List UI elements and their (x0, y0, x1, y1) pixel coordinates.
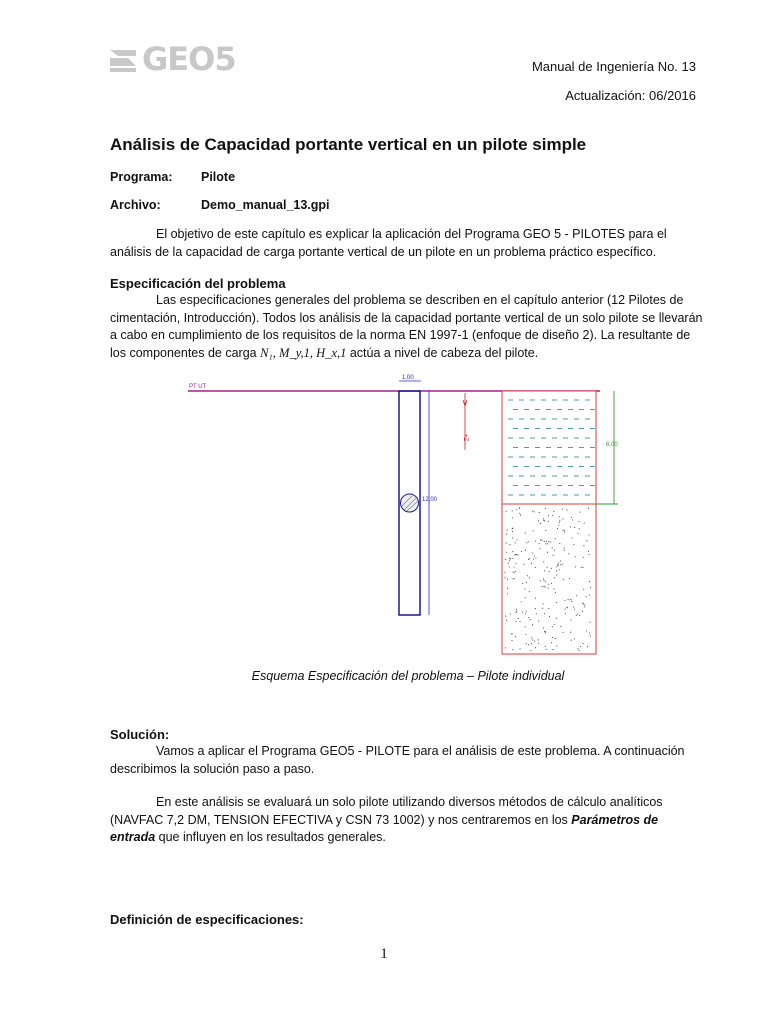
sand-dot (544, 541, 545, 542)
pile-length-dim: 12,00 (422, 497, 438, 503)
sand-dot (587, 646, 588, 647)
sand-dot (509, 560, 510, 561)
sand-dot (517, 555, 518, 556)
sand-dot (579, 615, 580, 616)
sand-dot (538, 520, 539, 521)
sand-dot (570, 599, 571, 600)
sand-dot (548, 521, 549, 522)
sand-dot (521, 601, 522, 602)
sand-dot (575, 566, 576, 567)
sand-dot (569, 578, 570, 579)
sand-dot (509, 558, 510, 559)
soil-layer-1 (502, 391, 596, 504)
sand-dot (560, 564, 561, 565)
sand-dot (582, 643, 583, 644)
sand-dot (525, 550, 526, 551)
page-number: 1 (380, 946, 388, 962)
sand-dot (512, 649, 513, 650)
sand-dot (545, 543, 546, 544)
sand-dot (504, 572, 505, 573)
sand-dot (556, 575, 557, 576)
sand-dot (540, 580, 541, 581)
sand-dot (564, 609, 565, 610)
sand-dot (564, 600, 565, 601)
sand-dot (516, 539, 517, 540)
sand-dot (515, 621, 516, 622)
sand-dot (548, 588, 549, 589)
file-value: Demo_manual_13.gpi (201, 198, 330, 212)
spec-heading: Especificación del problema (110, 276, 286, 291)
sand-dot (563, 632, 564, 633)
sand-dot (556, 645, 557, 646)
sand-dot (540, 539, 541, 540)
sand-dot (512, 517, 513, 518)
sand-dot (584, 606, 585, 607)
sand-dot (559, 543, 560, 544)
sand-dot (534, 640, 535, 641)
sand-dot (552, 626, 553, 627)
sand-dot (582, 567, 583, 568)
sand-dot (556, 602, 557, 603)
sand-dot (519, 508, 520, 509)
sand-dot (544, 613, 545, 614)
sand-dot (575, 556, 576, 557)
sand-dot (567, 607, 568, 608)
sand-dot (539, 548, 540, 549)
sand-dot (528, 617, 529, 618)
sand-dot (541, 540, 542, 541)
ground-label: PT UT (189, 384, 207, 390)
sand-dot (556, 571, 557, 572)
sand-dot (570, 526, 571, 527)
sand-dot (554, 550, 555, 551)
sand-dot (555, 592, 556, 593)
program-label: Programa: (110, 170, 173, 184)
sand-dot (545, 631, 546, 632)
sand-dot (549, 571, 550, 572)
sand-dot (590, 587, 591, 588)
sand-dot (571, 619, 572, 620)
sand-dot (560, 560, 561, 561)
sand-dot (509, 544, 510, 545)
sand-dot (535, 541, 536, 542)
sand-dot (544, 570, 545, 571)
sand-dot (574, 527, 575, 528)
sand-dot (589, 581, 590, 582)
sand-dot (515, 563, 516, 564)
sand-dot (557, 528, 558, 529)
sand-dot (511, 640, 512, 641)
solution-text-a: En este análisis se evaluará un solo pilote utilizando diversos métodos de cálculo analíticos (NAVFAC 7,2 DM, TENSION EFECTIVA y CSN 73 1002) y nos centraremos en los (110, 795, 663, 827)
sand-dot (578, 521, 579, 522)
solution-text-b: que influyen en los resultados generales. (155, 830, 386, 844)
solution-paragraph-2 (110, 794, 706, 847)
sand-dot (512, 531, 513, 532)
sand-dot (507, 579, 508, 580)
sand-dot (505, 647, 506, 648)
sand-dot (554, 624, 555, 625)
sand-dot (533, 559, 534, 560)
sand-dot (512, 558, 513, 559)
sand-dot (560, 626, 561, 627)
sand-dot (538, 639, 539, 640)
sand-dot (535, 598, 536, 599)
sand-dot (576, 595, 577, 596)
sand-dot (538, 643, 539, 644)
sand-dot (584, 522, 585, 523)
sand-dot (562, 518, 563, 519)
geo5-logo (108, 40, 236, 78)
sand-dot (529, 619, 530, 620)
logo-text: GEO5 (142, 40, 236, 78)
sand-dot (552, 547, 553, 548)
sand-dot (574, 638, 575, 639)
sand-dot (509, 566, 510, 567)
sand-dot (507, 530, 508, 531)
sand-dot (506, 552, 507, 553)
pile-width-dim: 1,00 (402, 375, 414, 381)
sand-dot (545, 646, 546, 647)
sand-dot (555, 638, 556, 639)
sand-dot (524, 588, 525, 589)
sand-dot (579, 528, 580, 529)
sand-dot (515, 636, 516, 637)
sand-dot (559, 516, 560, 517)
sand-dot (514, 572, 515, 573)
sand-dot (529, 591, 530, 592)
update-date: Actualización: 06/2016 (565, 88, 696, 103)
sand-dot (535, 608, 536, 609)
sand-dot (581, 567, 582, 568)
depth-axis-label: +Z (462, 434, 468, 442)
sand-dot (511, 633, 512, 634)
sand-dot (531, 637, 532, 638)
sand-dot (583, 557, 584, 558)
manual-number: Manual de Ingeniería No. 13 (531, 59, 696, 74)
sand-dot (516, 554, 517, 555)
sand-dot (515, 571, 516, 572)
sand-dot (546, 649, 547, 650)
sand-dot (553, 511, 554, 512)
sand-dot (516, 509, 517, 510)
sand-dot (523, 564, 524, 565)
sand-dot (505, 559, 506, 560)
sand-dot (589, 595, 590, 596)
sand-dot (535, 567, 536, 568)
sand-dot (572, 519, 573, 520)
sand-dot (547, 543, 548, 544)
sand-dot (528, 559, 529, 560)
sand-dot (583, 589, 584, 590)
sand-dot (571, 517, 572, 518)
sand-dot (545, 530, 546, 531)
sand-dot (516, 609, 517, 610)
sand-dot (559, 522, 560, 523)
sand-dot (534, 511, 535, 512)
sand-dot (545, 587, 546, 588)
sand-dot (552, 649, 553, 650)
sand-dot (559, 520, 560, 521)
sand-dot (543, 580, 544, 581)
sand-dot (564, 548, 565, 549)
spec-paragraph (110, 292, 706, 362)
sand-dot (532, 552, 533, 553)
sand-dot (571, 601, 572, 602)
sand-dot (525, 597, 526, 598)
sand-dot (549, 616, 550, 617)
sand-dot (545, 508, 546, 509)
definition-heading: Definición de especificaciones: (110, 912, 304, 927)
sand-dot (539, 543, 540, 544)
sand-dot (504, 577, 505, 578)
sand-dot (533, 530, 534, 531)
sand-dot (506, 620, 507, 621)
sand-dot (538, 621, 539, 622)
sand-dot (565, 613, 566, 614)
sand-dot (554, 577, 555, 578)
sand-dot (588, 508, 589, 509)
sand-dot (507, 593, 508, 594)
sand-dot (512, 510, 513, 511)
sand-dot (512, 538, 513, 539)
sand-dot (513, 578, 514, 579)
sand-dot (579, 512, 580, 513)
spec-text-b: actúa a nivel de cabeza del pilote. (346, 345, 539, 360)
sand-dot (520, 515, 521, 516)
input-parameters-emphasis: Parámetros de entrada (110, 812, 659, 844)
sand-dot (521, 551, 522, 552)
sand-dot (556, 566, 557, 567)
sand-dot (583, 545, 584, 546)
sand-dot (506, 543, 507, 544)
sand-dot (570, 632, 571, 633)
sand-dot (513, 571, 514, 572)
sand-dot (510, 558, 511, 559)
sand-dot (535, 558, 536, 559)
sand-dot (526, 582, 527, 583)
sand-dot (543, 586, 544, 587)
sand-dot (510, 613, 511, 614)
load-components-math: N₁, M_y,1, H_x,1 (260, 345, 347, 360)
sand-dot (590, 635, 591, 636)
sand-dot (543, 627, 544, 628)
sand-dot (555, 538, 556, 539)
sand-dot (513, 566, 514, 567)
sand-dot (546, 541, 547, 542)
sand-dot (506, 511, 507, 512)
sand-dot (586, 630, 587, 631)
sand-dot (552, 515, 553, 516)
sand-dot (543, 561, 544, 562)
sand-dot (516, 611, 517, 612)
sand-dot (528, 541, 529, 542)
sand-dot (564, 550, 565, 551)
sand-dot (531, 563, 532, 564)
page-title: Análisis de Capacidad portante vertical en un pilote simple (110, 135, 587, 154)
sand-dot (528, 644, 529, 645)
figure-caption: Esquema Especificación del problema – Pilote individual (251, 669, 565, 683)
sand-dot (506, 534, 507, 535)
sand-dot (545, 581, 546, 582)
sand-dot (529, 558, 530, 559)
sand-dot (512, 528, 513, 529)
sand-dot (571, 640, 572, 641)
sand-dot (543, 520, 544, 521)
sand-dot (566, 510, 567, 511)
sand-dot (582, 603, 583, 604)
sand-dot (548, 515, 549, 516)
sand-dot (563, 579, 564, 580)
sand-dot (579, 650, 580, 651)
sand-dot (530, 650, 531, 651)
sand-dot (562, 509, 563, 510)
sand-dot (532, 624, 533, 625)
sand-dot (534, 555, 535, 556)
sand-dot (551, 568, 552, 569)
sand-dot (577, 614, 578, 615)
sand-dot (547, 552, 548, 553)
solution-heading: Solución: (110, 727, 170, 742)
sand-dot (522, 612, 523, 613)
sand-dot (531, 643, 532, 644)
sand-dot (552, 637, 553, 638)
sand-dot (573, 607, 574, 608)
sand-dot (536, 613, 537, 614)
sand-dot (588, 551, 589, 552)
sand-dot (589, 632, 590, 633)
sand-dot (553, 555, 554, 556)
sand-dot (548, 584, 549, 585)
sand-dot (519, 513, 520, 514)
spec-text-a: Las especificaciones generales del problema se describen en el capítulo anterior (12 Pilotes de cimentación, Introducción). Todos los análisis de la capacidad portante vertical de un solo pilote se llevarán a cabo en cumplimiento de los requisitos de la norma EN 1997-1 (enfoque de diseño 2). La resultante de los componentes de carga (110, 293, 703, 360)
sand-dot (532, 511, 533, 512)
file-label: Archivo: (110, 198, 161, 212)
sand-dot (562, 563, 563, 564)
sand-dot (543, 578, 544, 579)
sand-dot (529, 577, 530, 578)
sand-dot (568, 553, 569, 554)
sand-dot (586, 540, 587, 541)
sand-dot (583, 604, 584, 605)
sand-dot (525, 533, 526, 534)
sand-dot (507, 588, 508, 589)
sand-dot (525, 626, 526, 627)
sand-dot (535, 647, 536, 648)
sand-dot (532, 639, 533, 640)
sand-dot (580, 646, 581, 647)
sand-dot (548, 541, 549, 542)
sand-dot (508, 563, 509, 564)
sand-dot (582, 611, 583, 612)
sand-dot (515, 542, 516, 543)
sand-dot (551, 583, 552, 584)
sand-dot (526, 611, 527, 612)
sand-dot (584, 604, 585, 605)
sand-dot (571, 537, 572, 538)
sand-dot (547, 567, 548, 568)
sand-dot (589, 554, 590, 555)
sand-dot (519, 648, 520, 649)
sand-dot (550, 542, 551, 543)
sand-dot (574, 609, 575, 610)
sand-dot (539, 512, 540, 513)
sand-dot (551, 642, 552, 643)
sand-dot (548, 608, 549, 609)
sand-dot (585, 596, 586, 597)
sand-dot (564, 530, 565, 531)
sand-dot (577, 648, 578, 649)
sand-dot (525, 634, 526, 635)
geo5-logo-icon (108, 44, 138, 74)
sand-dot (540, 523, 541, 524)
soil-layer-2 (502, 504, 596, 654)
sand-dot (514, 554, 515, 555)
layer-thickness-dim: 6,00 (606, 442, 618, 448)
sand-dot (589, 622, 590, 623)
sand-dot (576, 615, 577, 616)
pile-scheme-figure (180, 370, 618, 660)
sand-dot (568, 599, 569, 600)
sand-dot (543, 603, 544, 604)
sand-dot (558, 562, 559, 563)
sand-dot (543, 518, 544, 519)
sand-dot (519, 621, 520, 622)
sand-dot (558, 524, 559, 525)
sand-dot (518, 618, 519, 619)
sand-dot (557, 564, 558, 565)
sand-dot (556, 618, 557, 619)
sand-dot (505, 616, 506, 617)
program-value: Pilote (201, 170, 236, 184)
intro-paragraph: El objetivo de este capítulo es explicar la aplicación del Programa GEO 5 - PILOTES para el análisis de la capacidad de carga portante vertical de un pilote en un problema práctico específico. (110, 227, 667, 259)
sand-dot (553, 589, 554, 590)
sand-dot (514, 578, 515, 579)
sand-dot (541, 586, 542, 587)
solution-paragraph-1: Vamos a aplicar el Programa GEO5 - PILOTE para el análisis de este problema. A continuación describimos la solución paso a paso. (110, 744, 685, 776)
sand-dot (578, 533, 579, 534)
sand-dot (542, 608, 543, 609)
sand-dot (564, 532, 565, 533)
sand-dot (512, 551, 513, 552)
sand-dot (559, 569, 560, 570)
sand-dot (526, 643, 527, 644)
sand-dot (589, 534, 590, 535)
sand-dot (525, 613, 526, 614)
sand-dot (573, 544, 574, 545)
sand-dot (562, 529, 563, 530)
sand-dot (522, 583, 523, 584)
sand-dot (526, 542, 527, 543)
sand-dot (527, 575, 528, 576)
